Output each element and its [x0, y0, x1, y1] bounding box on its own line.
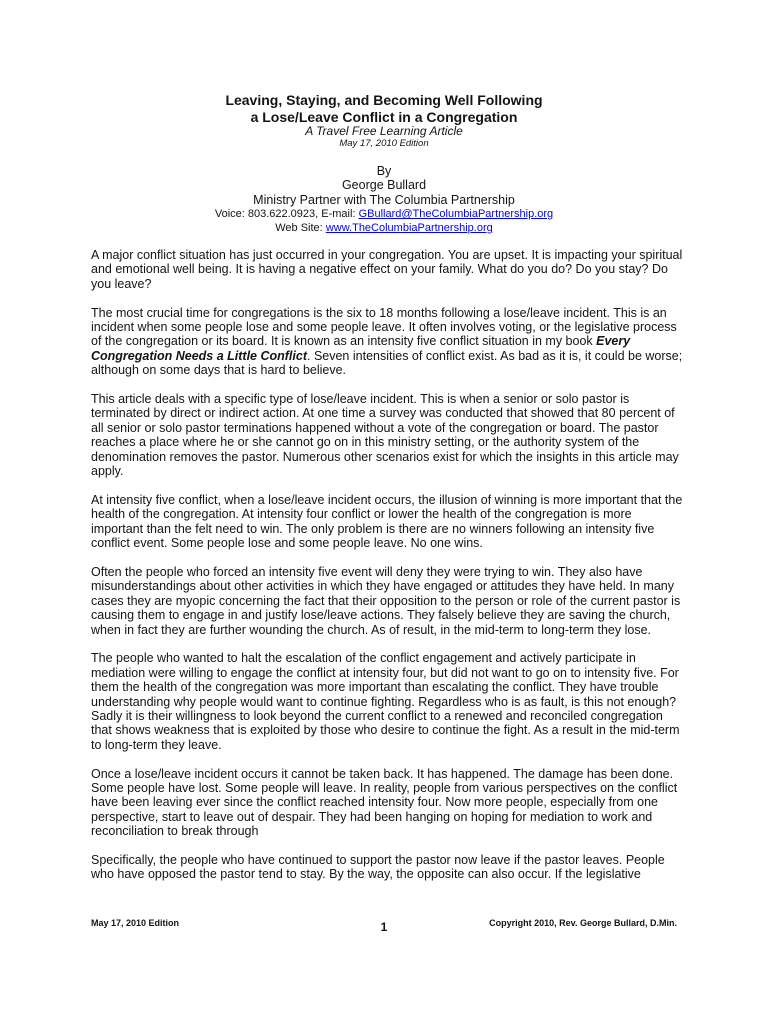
title-line-2: a Lose/Leave Conflict in a Congregation — [250, 108, 518, 125]
page-number: 1 — [380, 920, 388, 934]
paragraph-2-text-after: . Seven intensities of conflict exist. As bad as it is, it could be worse; although on some days that is hard to believe. — [91, 348, 683, 378]
book-title: Every Congregation Needs a Little Conflict — [91, 334, 631, 363]
author-affiliation: Ministry Partner with The Columbia Partnership — [253, 192, 515, 207]
article-subtitle: A Travel Free Learning Article — [305, 124, 463, 138]
author-name: George Bullard — [341, 178, 427, 193]
contact-line — [0, 207, 768, 221]
article-body — [91, 248, 683, 882]
paragraph-2-text-before: The most crucial time for congregations is the six to 18 months following a lose/leave incident. This is an incident when some people lose and some people leave. It often involves voting, or the legislative process of the congregation or its board. It is known as an intensity five conflict situation in my book — [91, 305, 677, 349]
paragraph-5: Often the people who forced an intensity five event will deny they were trying to win. They also have misunderstandings about other activities in which they have engaged or attitudes they have held. In many cases they are myopic concerning the fact that their opposition to the person or role of the current pastor is causing them to engage in and justify lose/leave actions. They falsely believe they are saving the church, when in fact they are further wounding the church. As of result, in the mid-term to long-term they lose. — [91, 564, 681, 637]
edition-date: May 17, 2010 Edition — [339, 138, 429, 149]
website-label: Web Site: — [275, 222, 323, 235]
paragraph-1: A major conflict situation has just occurred in your congregation. You are upset. It is impacting your spiritual and emotional well being. It is having a negative effect on your family. What do you do? Do you stay? Do you leave? — [91, 248, 683, 291]
email-link[interactable]: GBullard@TheColumbiaPartnership.org — [358, 208, 554, 221]
website-link[interactable]: www.TheColumbiaPartnership.org — [325, 222, 493, 235]
paragraph-4: At intensity five conflict, when a lose/leave incident occurs, the illusion of winning is more important that the health of the congregation. At intensity four conflict or lower the health of the congregation is more important than the felt need to win. The only problem is there are no winners following an intensity five conflict event. Some people lose and some people leave. No one wins. — [91, 492, 683, 551]
paragraph-6: The people who wanted to halt the escalation of the conflict engagement and actively participate in mediation were willing to engage the conflict at intensity four, but did not want to go on to intensity five. For them the health of the congregation was more important than escalating the conflict. They have trouble understanding why people would want to continue fighting. Regardless who is as fault, is this not enough? Sadly it is their willingness to look beyond the current conflict to a renewed and reconciled congregation that shows weakness that is exploited by those who desire to continue the fight. As a result in the mid-term to long-term they leave. — [91, 651, 680, 752]
footer-copyright: Copyright 2010, Rev. George Bullard, D.Min. — [489, 918, 677, 928]
contact-prefix: Voice: 803.622.0923, E-mail: — [214, 208, 356, 221]
article-title — [0, 92, 768, 125]
paragraph-8: Specifically, the people who have continued to support the pastor now leave if the pastor leaves. People who have opposed the pastor tend to stay. By the way, the opposite can also occur. If the legislative — [91, 852, 665, 882]
footer-edition: May 17, 2010 Edition — [91, 918, 180, 928]
article-header — [0, 92, 768, 149]
paragraph-7: Once a lose/leave incident occurs it cannot be taken back. It has happened. The damage has been done. Some people have lost. Some people will leave. In reality, people from various perspectives on the conflict have been leaving ever since the conflict reached intensity four. Now more people, especially from one perspective, start to leave out of despair. They had been hanging on hoping for mediation to work and reconciliation to break through — [91, 766, 678, 839]
by-label: By — [376, 164, 392, 178]
byline — [0, 164, 768, 235]
website-line — [0, 221, 768, 235]
title-line-1: Leaving, Staying, and Becoming Well Following — [225, 92, 543, 108]
paragraph-2 — [91, 306, 683, 378]
paragraph-3: This article deals with a specific type of lose/leave incident. This is when a senior or solo pastor is terminated by direct or indirect action. At one time a survey was conducted that showed that 80 percent of all senior or solo pastor terminations happened without a vote of the congregation or board. The pastor reaches a place where he or she cannot go on in this ministry setting, or the authority system of the denomination removes the pastor. Numerous other scenarios exist for which the insights in this article may apply. — [91, 392, 679, 479]
